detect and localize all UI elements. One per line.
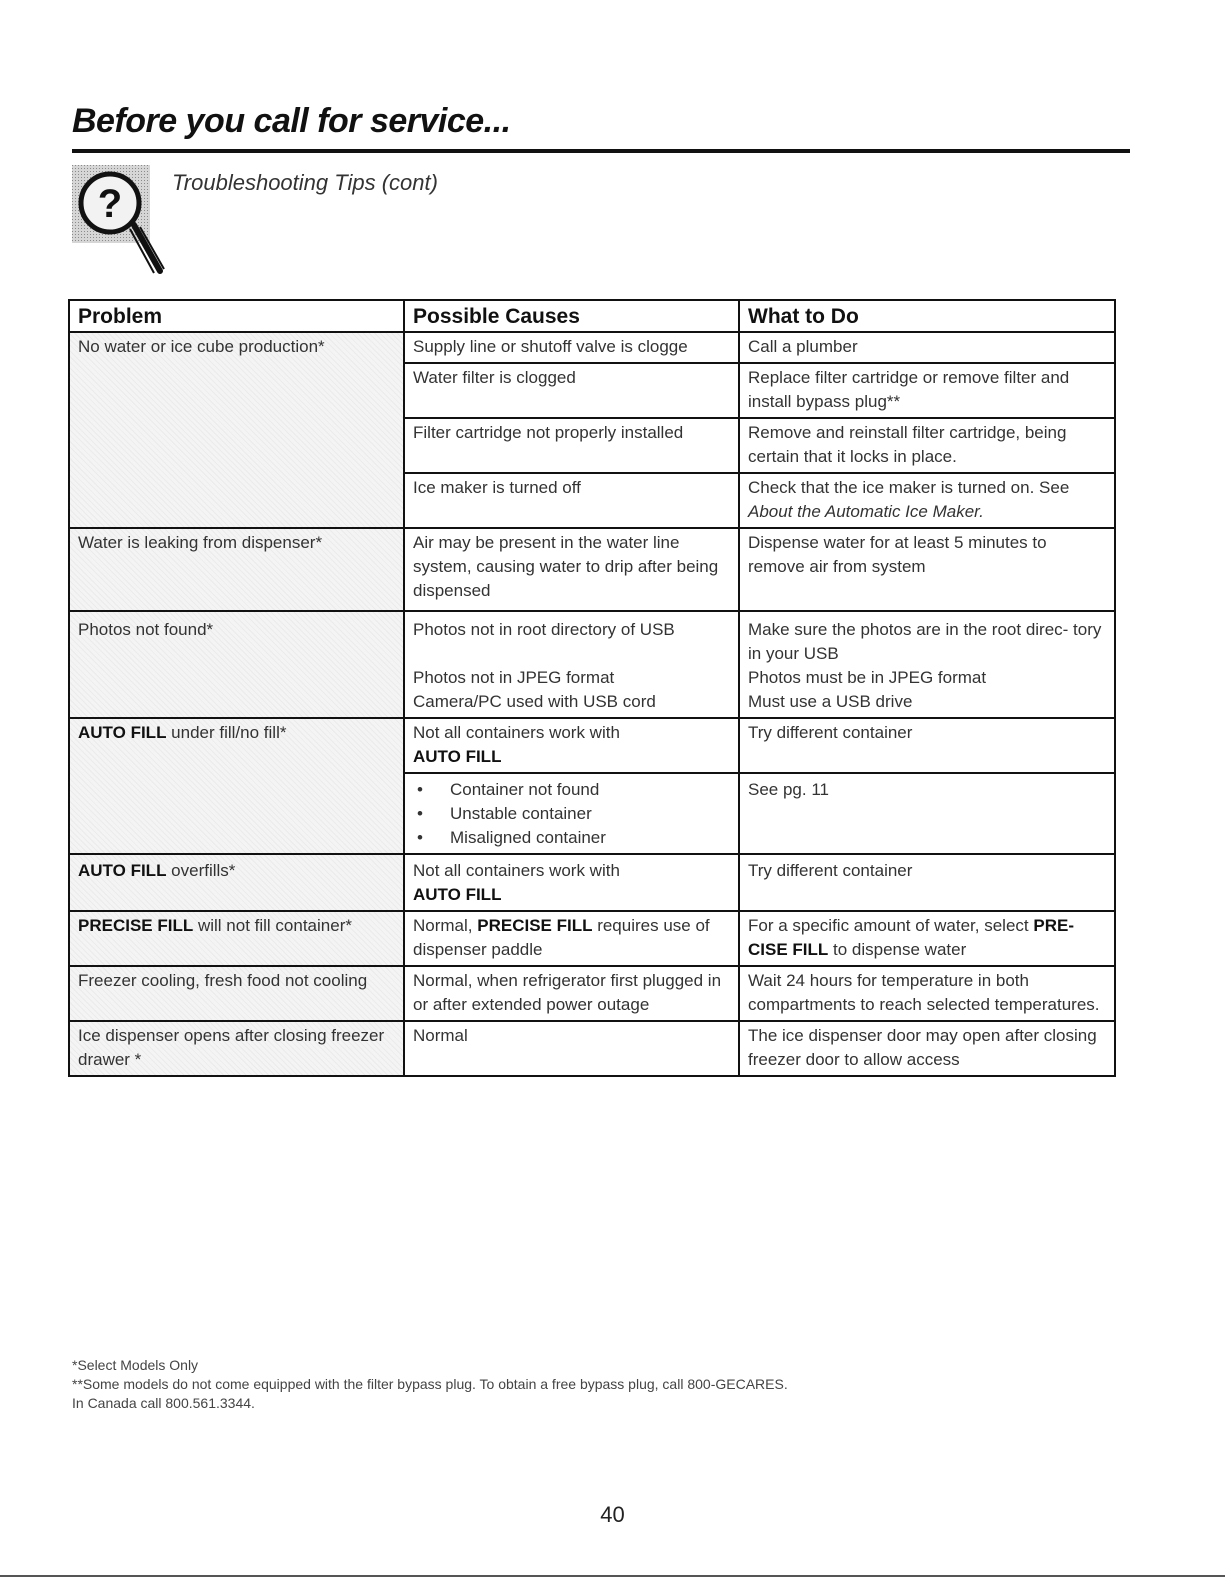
problem-cell: Water is leaking from dispenser*: [69, 528, 404, 611]
cause-cell: Supply line or shutoff valve is clogge: [404, 332, 739, 363]
table-row: [69, 611, 1115, 718]
svg-text:?: ?: [97, 182, 123, 226]
problem-cell: [69, 854, 404, 911]
question-magnifier-icon: [72, 165, 172, 280]
solution-cell: [739, 611, 1115, 718]
cause-cell: Filter cartridge not properly installed: [404, 418, 739, 473]
table-row: [69, 854, 1115, 911]
solution-cell: Call a plumber: [739, 332, 1115, 363]
cause-cell: [404, 611, 739, 718]
cause-text: Camera/PC used with USB cord: [413, 692, 656, 711]
solution-cell: [739, 911, 1115, 966]
cause-cell: [404, 911, 739, 966]
table-row: [69, 528, 1115, 611]
auto-fill-label: AUTO FILL: [413, 885, 502, 904]
problem-cell: Ice dispenser opens after closing freezer drawer *: [69, 1021, 404, 1076]
table-row: [69, 718, 1115, 773]
problem-cell: [69, 911, 404, 966]
cause-cell: [404, 854, 739, 911]
cause-text: Photos not in JPEG format: [413, 668, 615, 687]
problem-text: will not fill container*: [193, 916, 352, 935]
cause-text: Not all containers work with: [413, 723, 620, 742]
bottom-rule: [0, 1575, 1225, 1577]
solution-cell: Try different container: [739, 854, 1115, 911]
cause-text: Photos not in root directory of USB: [413, 620, 675, 639]
problem-cell: Photos not found*: [69, 611, 404, 718]
ice-maker-reference: About the Automatic Ice Maker.: [748, 502, 984, 521]
auto-fill-label: AUTO FILL: [78, 723, 167, 742]
bullet-item: • Container not found: [413, 778, 730, 802]
solution-cell: Try different container: [739, 718, 1115, 773]
cause-cell: Normal: [404, 1021, 739, 1076]
solution-cell: Dispense water for at least 5 minutes to remove air from system: [739, 528, 1115, 611]
solution-cell: Remove and reinstall filter cartridge, being certain that it locks in place.: [739, 418, 1115, 473]
cause-cell: Air may be present in the water line system, causing water to drip after being dispensed: [404, 528, 739, 611]
cause-cell: Normal, when refrigerator first plugged in or after extended power outage: [404, 966, 739, 1021]
cause-bullet-list: [413, 778, 730, 850]
cause-text: Not all containers work with: [413, 861, 620, 880]
troubleshooting-table: [68, 299, 1116, 1077]
solution-text: For a specific amount of water, select: [748, 916, 1034, 935]
table-row: [69, 1021, 1115, 1076]
cause-cell: Water filter is clogged: [404, 363, 739, 418]
bullet-item: • Misaligned container: [413, 826, 730, 850]
cause-text: requires use of dispenser paddle: [413, 916, 710, 959]
problem-cell: No water or ice cube production*: [69, 332, 404, 528]
solution-cell: Replace filter cartridge or remove filter and install bypass plug**: [739, 363, 1115, 418]
solution-cell: Wait 24 hours for temperature in both compartments to reach selected temperatures.: [739, 966, 1115, 1021]
footnote-select-models: *Select Models Only: [72, 1357, 199, 1373]
page-title: Before you call for service...: [72, 102, 511, 140]
section-subtitle: Troubleshooting Tips (cont): [172, 170, 438, 195]
problem-text: under fill/no fill*: [166, 723, 287, 742]
solution-text: Photos must be in JPEG format: [748, 668, 987, 687]
footnote-bypass-plug: **Some models do not come equipped with the filter bypass plug. To obtain a free bypass plug, call 800-GECARES.: [72, 1376, 788, 1392]
bullet-item: • Unstable container: [413, 802, 730, 826]
footnote-canada-phone: In Canada call 800.561.3344.: [72, 1395, 255, 1411]
table-header-row: [69, 300, 1115, 332]
header-possible-causes: Possible Causes: [404, 300, 739, 332]
footnotes: [72, 1356, 788, 1413]
auto-fill-label: AUTO FILL: [78, 861, 167, 880]
header-problem: Problem: [69, 300, 404, 332]
solution-text: Must use a USB drive: [748, 692, 913, 711]
problem-cell: Freezer cooling, fresh food not cooling: [69, 966, 404, 1021]
cause-cell: [404, 718, 739, 773]
auto-fill-label: AUTO FILL: [413, 747, 502, 766]
solution-text: to dispense water: [828, 940, 967, 959]
precise-fill-label: PRECISE FILL: [477, 916, 593, 935]
solution-cell: [739, 473, 1115, 528]
table-row: [69, 911, 1115, 966]
solution-text: Check that the ice maker is turned on. See: [748, 478, 1070, 497]
header-what-to-do: What to Do: [739, 300, 1115, 332]
problem-cell: [69, 718, 404, 854]
title-rule: [72, 149, 1130, 153]
problem-text: overfills*: [166, 861, 236, 880]
cause-text: Normal,: [413, 916, 478, 935]
solution-cell: See pg. 11: [739, 773, 1115, 854]
precise-fill-label: PRE- CISE FILL: [748, 916, 1074, 959]
table-row: [69, 966, 1115, 1021]
table-row: [69, 332, 1115, 363]
page-number: 40: [600, 1502, 625, 1527]
cause-cell: [404, 773, 739, 854]
cause-cell: Ice maker is turned off: [404, 473, 739, 528]
solution-cell: The ice dispenser door may open after closing freezer door to allow access: [739, 1021, 1115, 1076]
precise-fill-label: PRECISE FILL: [78, 916, 194, 935]
cause-spacer: [413, 642, 730, 666]
solution-text: Make sure the photos are in the root direc- tory in your USB: [748, 620, 1102, 663]
